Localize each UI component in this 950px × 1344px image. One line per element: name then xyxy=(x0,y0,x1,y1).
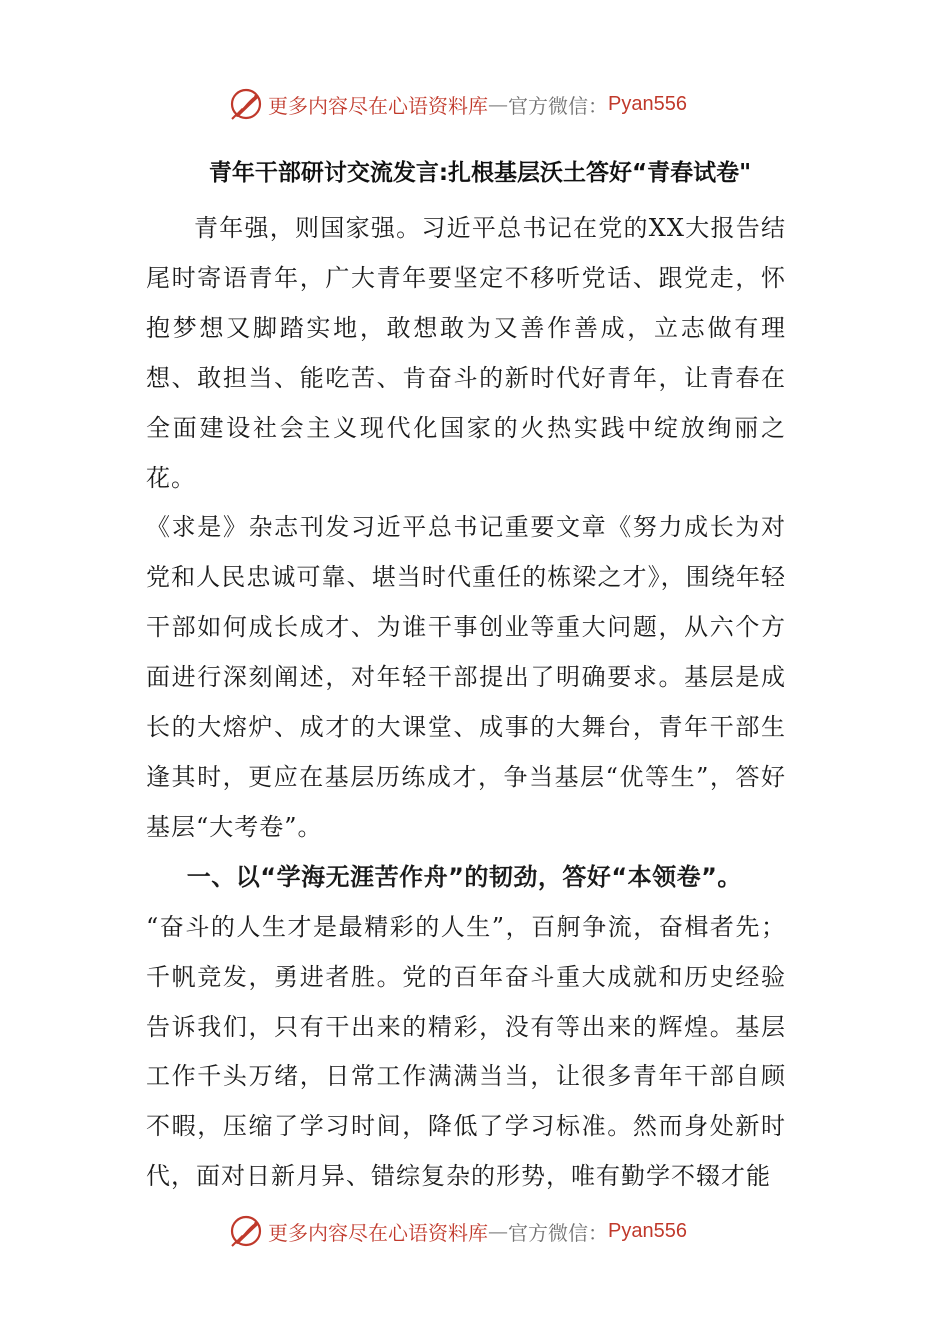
footer-watermark xyxy=(228,1211,687,1251)
paragraph-qiushi: 《求是》杂志刊发习近平总书记重要文章《努力成长为对党和人民忠诚可靠、堪当时代重任的栋梁之才》，围绕年轻干部如何成长成才、为谁干事创业等重大问题，从六个方面进行深刻阐述，对年轻干部提出了明确要求。基层是成长的大熔炉、成才的大课堂、成事的大舞台，青年干部生逢其时，更应在基层历练成才，争当基层“优等生”，答好基层“大考卷”。 xyxy=(146,513,786,841)
section-heading-1: 一、以“学海无涯苦作舟”的韧劲，答好“本领卷”。 xyxy=(186,862,742,891)
watermark-separator: — xyxy=(488,92,508,116)
section-1-paragraph: “奋斗的人生才是最精彩的人生”，百舸争流，奋楫者先；千帆竞发，勇进者胜。党的百年奋斗重大成就和历史经验告诉我们，只有干出来的精彩，没有等出来的辉煌。基层工作千头万绪，日常工作满满当当，让很多青年干部自顾不暇，压缩了学习时间，降低了学习标准。然而身处新时代，面对日新月异、错综复杂的形势，唯有勤学不辍才能 xyxy=(146,912,786,1191)
intro-paragraph: 青年强，则国家强。习近平总书记在党的XX大报告结尾时寄语青年，广大青年要坚定不移听党话、跟党走，怀抱梦想又脚踏实地，敢想敢为又善作善成，立志做有理想、敢担当、能吃苦、肯奋斗的新时代好青年，让青春在全面建设社会主义现代化国家的火热实践中绽放绚丽之花。 xyxy=(146,214,786,492)
watermark-label: 官方微信： xyxy=(508,1220,608,1245)
header-watermark xyxy=(228,84,687,124)
document-body xyxy=(146,204,786,1202)
watermark-site: 更多内容尽在心语资料库 xyxy=(268,93,488,118)
watermark-site: 更多内容尽在心语资料库 xyxy=(268,1220,488,1245)
watermark-label: 官方微信： xyxy=(508,93,608,118)
watermark-wechat-id: Pyan556 xyxy=(608,92,687,115)
quill-pen-logo-icon xyxy=(228,86,264,122)
document-title: 青年干部研讨交流发言:扎根基层沃土答好“青春试卷" xyxy=(208,160,752,186)
watermark-wechat-id: Pyan556 xyxy=(608,1219,687,1242)
quill-pen-logo-icon xyxy=(228,1213,264,1249)
watermark-separator: — xyxy=(488,1219,508,1243)
